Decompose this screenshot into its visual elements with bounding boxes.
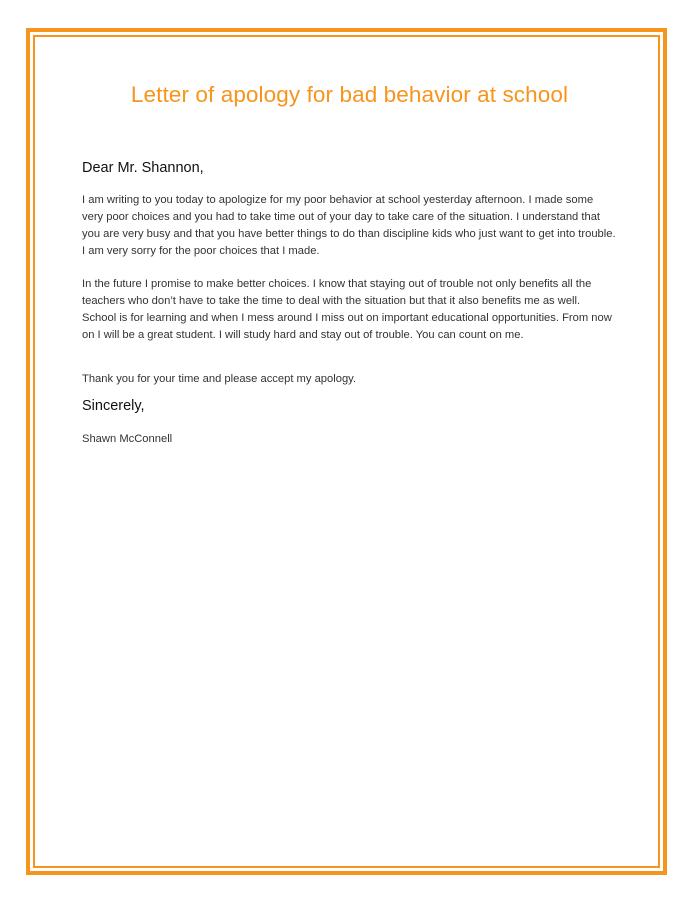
letter-paragraph-1: I am writing to you today to apologize for my poor behavior at school yesterday afternoon. I made some very poor choices and you had to take time out of your day to take care of the situation. I understand that you are very busy and that you have better things to do than discipline kids who just want to get into trouble. I am very sorry for the poor choices that I made.: [82, 194, 616, 257]
letter-paragraph-2: In the future I promise to make better choices. I know that staying out of trouble not only benefits all the teachers who don’t have to take the time to deal with the situation but that it also benefits me as well. School is for learning and when I mess around I miss out on important educational opportunities. From now on I will be a great student. I will study hard and stay out of trouble. You can count on me.: [82, 278, 612, 341]
letter-closing: Sincerely,: [82, 398, 145, 414]
letter-signature: Shawn McConnell: [82, 433, 173, 445]
letter-salutation: Dear Mr. Shannon,: [82, 160, 204, 176]
letter-paragraph-3: Thank you for your time and please accept my apology.: [82, 373, 357, 385]
letter-title: Letter of apology for bad behavior at school: [130, 82, 569, 107]
